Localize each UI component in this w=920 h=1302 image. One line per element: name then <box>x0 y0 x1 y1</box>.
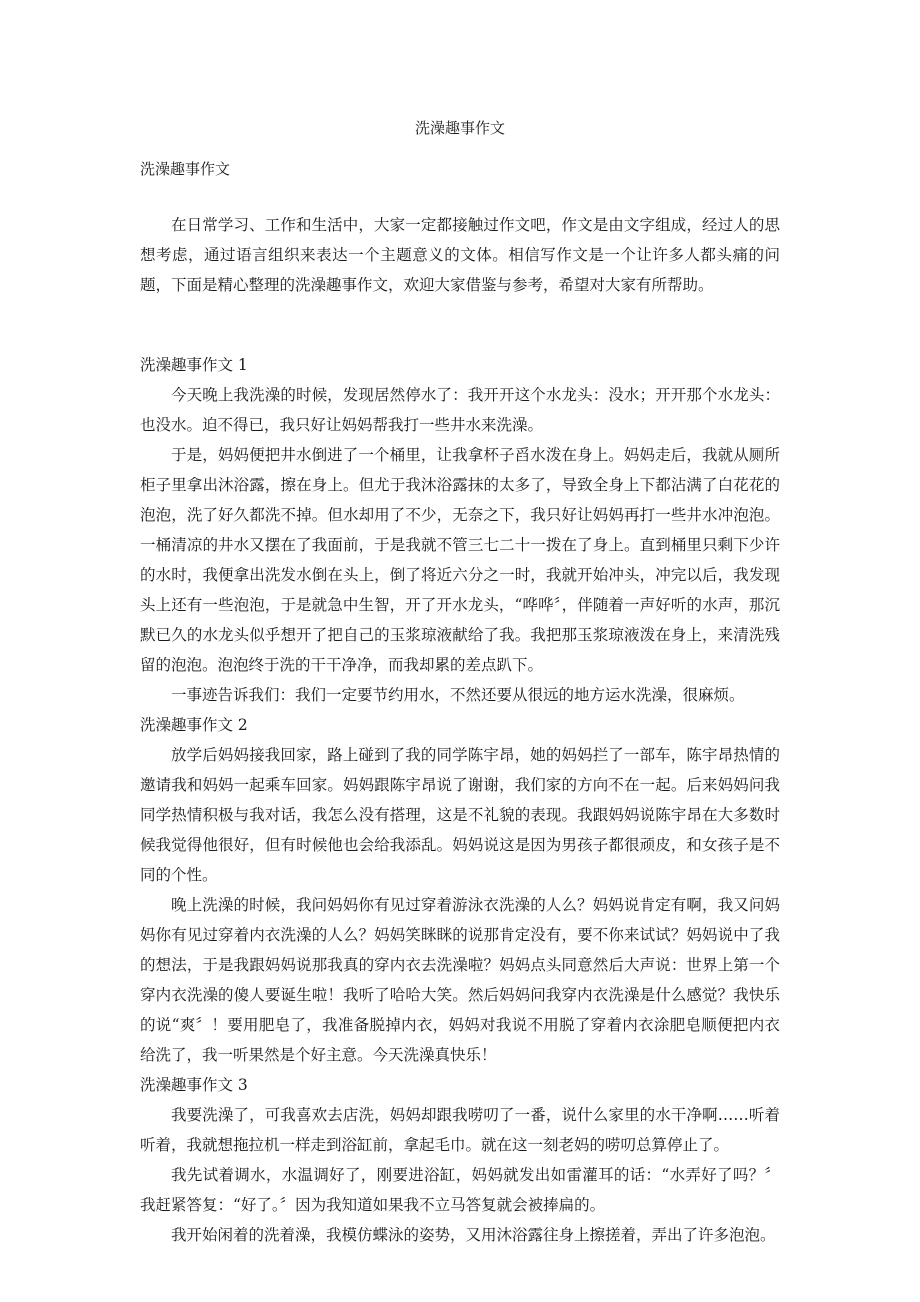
intro-paragraph: 在日常学习、工作和生活中，大家一定都接触过作文吧，作文是由文字组成，经过人的思想考虑，通过语言组织来表达一个主题意义的文体。相信写作文是一个让许多人都头痛的问题，下面是精心整理的洗澡趣事作文，欢迎大家借鉴与参考，希望对大家有所帮助。 <box>140 216 780 294</box>
body-paragraph: 放学后妈妈接我回家，路上碰到了我的同学陈宇昂，她的妈妈拦了一部车，陈宇昂热情的邀请我和妈妈一起乘车回家。妈妈跟陈宇昂说了谢谢，我们家的方向不在一起。后来妈妈问我同学热情积极与我对话，我怎么没有搭理，这是不礼貌的表现。我跟妈妈说陈宇昂在大多数时候我觉得他很好，但有时候他也会给我添乱。妈妈说这是因为男孩子都很顽皮，和女孩子是不同的个性。 <box>140 746 780 884</box>
section-heading: 洗澡趣事作文 2 <box>140 716 248 734</box>
body-paragraph: 我开始闲着的洗着澡，我模仿蝶泳的姿势，又用沐浴露往身上擦搓着，弄出了许多泡泡。 <box>171 1226 776 1244</box>
body-paragraph: 我要洗澡了，可我喜欢去店洗，妈妈却跟我唠叨了一番，说什么家里的水干净啊……听着听着，我就想拖拉机一样走到浴缸前，拿起毛巾。就在这一刻老妈的唠叨总算停止了。 <box>140 1106 780 1154</box>
body-paragraph: 于是，妈妈便把井水倒进了一个桶里，让我拿杯子舀水泼在身上。妈妈走后，我就从厕所柜子里拿出沐浴露，擦在身上。但尤于我沐浴露抹的太多了，导致全身上下都沾满了白花花的泡泡，洗了好久都洗不掉。但水却用了不少，无奈之下，我只好让妈妈再打一些井水冲泡泡。一桶清凉的井水又摆在了我面前，于是我就不管三七二十一拨在了身上。直到桶里只剩下少许的水时，我便拿出洗发水倒在头上，倒了将近六分之一时，我就开始冲头，冲完以后，我发现头上还有一些泡泡，于是就急中生智，开了开水龙头，“哗哗〞，伴随着一声好听的水声，那沉默已久的水龙头似乎想开了把自己的玉浆琼液献给了我。我把那玉浆琼液泼在身上，来清洗残留的泡泡。泡泡终于洗的干干净净，而我却累的差点趴下。 <box>140 446 780 674</box>
essay-body <box>140 350 780 1250</box>
body-paragraph: 今天晚上我洗澡的时候，发现居然停水了：我开开这个水龙头：没水；开开那个水龙头：也没水。迫不得已，我只好让妈妈帮我打一些井水来洗澡。 <box>140 386 780 434</box>
body-paragraph: 我先试着调水，水温调好了，刚要进浴缸，妈妈就发出如雷灌耳的话：“水弄好了吗？〞我赶紧答复：“好了。〞因为我知道如果我不立马答复就会被捧扁的。 <box>140 1166 780 1214</box>
section-heading: 洗澡趣事作文 1 <box>140 356 248 374</box>
document-subtitle: 洗澡趣事作文 <box>140 160 231 178</box>
body-paragraph: 晚上洗澡的时候，我问妈妈你有见过穿着游泳衣洗澡的人么？妈妈说肯定有啊，我又问妈妈你有见过穿着内衣洗澡的人么？妈妈笑眯眯的说那肯定没有，要不你来试试？妈妈说中了我的想法，于是我跟妈妈说那我真的穿内衣去洗澡啦？妈妈点头同意然后大声说：世界上第一个穿内衣洗澡的傻人要诞生啦！我听了哈哈大笑。然后妈妈问我穿内衣洗澡是什么感觉？我快乐的说“爽〞！要用肥皂了，我准备脱掉内衣，妈妈对我说不用脱了穿着内衣涂肥皂顺便把内衣给洗了，我一听果然是个好主意。今天洗澡真快乐！ <box>140 896 780 1064</box>
section-heading: 洗澡趣事作文 3 <box>140 1076 248 1094</box>
body-paragraph: 一事迹告诉我们：我们一定要节约用水，不然还要从很远的地方运水洗澡，很麻烦。 <box>171 686 745 704</box>
document-title: 洗澡趣事作文 <box>414 119 505 137</box>
